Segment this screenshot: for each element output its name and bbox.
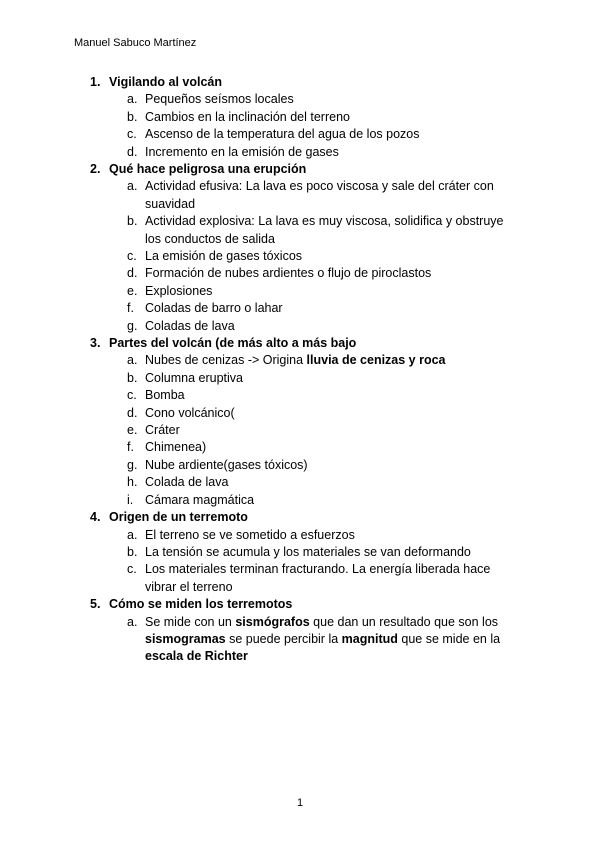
item-letter: f. — [127, 301, 134, 316]
item-letter: d. — [127, 266, 138, 281]
list-item — [0, 561, 515, 596]
list-item — [0, 248, 515, 265]
item-text: Ascenso de la temperatura del agua de los pozos — [145, 127, 420, 142]
item-letter: b. — [127, 109, 138, 124]
item-letter: c. — [127, 127, 137, 142]
item-letter: i. — [127, 492, 134, 507]
section-5 — [0, 596, 600, 666]
item-text: Los materiales terminan fracturando. La energía liberada hace vibrar el terreno — [145, 562, 491, 594]
list-item — [0, 544, 515, 561]
section-1 — [0, 74, 600, 161]
section-heading — [0, 509, 600, 526]
list-item — [0, 265, 515, 282]
item-letter: c. — [127, 388, 137, 403]
item-letter: a. — [127, 92, 138, 107]
item-letter: a. — [127, 353, 138, 368]
list-item — [0, 352, 515, 369]
section-title: Partes del volcán (de más alto a más bajo — [109, 336, 357, 351]
list-item — [0, 144, 515, 161]
section-number: 5. — [90, 597, 101, 612]
item-letter: d. — [127, 144, 138, 159]
item-text: Nubes de cenizas -> Origina — [145, 353, 307, 368]
item-text: Cámara magmática — [145, 492, 255, 507]
list-item — [0, 91, 515, 108]
list-item — [0, 527, 515, 544]
list-item — [0, 109, 515, 126]
item-text: Coladas de barro o lahar — [145, 301, 283, 316]
item-bold-term: escala de Richter — [145, 649, 248, 664]
list-item — [0, 405, 515, 422]
item-text: El terreno se ve sometido a esfuerzos — [145, 527, 355, 542]
item-text: Colada de lava — [145, 475, 229, 490]
item-letter: a. — [127, 179, 138, 194]
list-item — [0, 213, 515, 248]
section-title: Qué hace peligrosa una erupción — [109, 162, 307, 177]
section-number: 4. — [90, 510, 101, 525]
item-text: Cambios en la inclinación del terreno — [145, 109, 350, 124]
section-3 — [0, 335, 600, 509]
item-text: Actividad efusiva: La lava es poco viscosa y sale del cráter con suavidad — [145, 179, 494, 211]
list-item — [0, 457, 515, 474]
item-text: Actividad explosiva: La lava es muy viscosa, solidifica y obstruye los conductos de salida — [145, 214, 504, 246]
item-text: que se mide en la — [397, 631, 501, 646]
list-item — [0, 492, 515, 509]
item-text: Pequeños seísmos locales — [145, 92, 294, 107]
document-body — [0, 74, 600, 666]
item-letter: e. — [127, 283, 138, 298]
item-letter: a. — [127, 614, 138, 629]
list-item — [0, 126, 515, 143]
section-number: 2. — [90, 162, 101, 177]
item-text: Chimenea) — [145, 440, 207, 455]
page-header-author: Manuel Sabuco Martínez — [74, 37, 197, 49]
list-item — [0, 387, 515, 404]
item-text: Formación de nubes ardientes o flujo de piroclastos — [145, 266, 432, 281]
item-bold-term: sismogramas — [145, 631, 226, 646]
list-item — [0, 474, 515, 491]
list-item — [0, 370, 515, 387]
item-letter: c. — [127, 249, 137, 264]
section-heading — [0, 74, 600, 91]
item-text: Explosiones — [145, 283, 213, 298]
list-item — [0, 318, 515, 335]
item-text: La tensión se acumula y los materiales se van deformando — [145, 544, 471, 559]
item-text: Bomba — [145, 388, 185, 403]
section-heading — [0, 161, 600, 178]
item-text: La emisión de gases tóxicos — [145, 249, 303, 264]
item-text: Cono volcánico( — [145, 405, 235, 420]
item-text: Se mide con un — [145, 614, 236, 629]
item-text: Coladas de lava — [145, 318, 235, 333]
section-number: 1. — [90, 75, 101, 89]
item-letter: d. — [127, 405, 138, 420]
section-title: Cómo se miden los terremotos — [109, 597, 293, 612]
item-bold-term: magnitud — [341, 631, 398, 646]
item-text: se puede percibir la — [225, 631, 342, 646]
item-text: que dan un resultado que son los — [309, 614, 499, 629]
item-letter: e. — [127, 423, 138, 438]
item-text: Incremento en la emisión de gases — [145, 144, 339, 159]
item-letter: b. — [127, 370, 138, 385]
section-title: Vigilando al volcán — [109, 75, 222, 89]
list-item — [0, 439, 515, 456]
item-bold-term: sismógrafos — [235, 614, 310, 629]
item-letter: g. — [127, 457, 138, 472]
section-number: 3. — [90, 336, 101, 351]
section-2 — [0, 161, 600, 335]
item-letter: h. — [127, 475, 138, 490]
item-letter: c. — [127, 562, 137, 577]
item-letter: a. — [127, 527, 138, 542]
item-letter: b. — [127, 544, 138, 559]
item-bold-term: lluvia de cenizas y roca — [306, 353, 446, 368]
section-title: Origen de un terremoto — [109, 510, 248, 525]
item-letter: g. — [127, 318, 138, 333]
section-4 — [0, 509, 600, 596]
section-heading — [0, 596, 600, 613]
section-heading — [0, 335, 600, 352]
list-item — [0, 283, 515, 300]
item-text: Cráter — [145, 423, 180, 438]
list-item — [0, 300, 515, 317]
list-item — [0, 614, 515, 666]
item-letter: b. — [127, 214, 138, 229]
list-item — [0, 178, 515, 213]
page-number: 1 — [296, 797, 304, 809]
item-text: Nube ardiente(gases tóxicos) — [145, 457, 308, 472]
list-item — [0, 422, 515, 439]
item-letter: f. — [127, 440, 134, 455]
item-text: Columna eruptiva — [145, 370, 243, 385]
